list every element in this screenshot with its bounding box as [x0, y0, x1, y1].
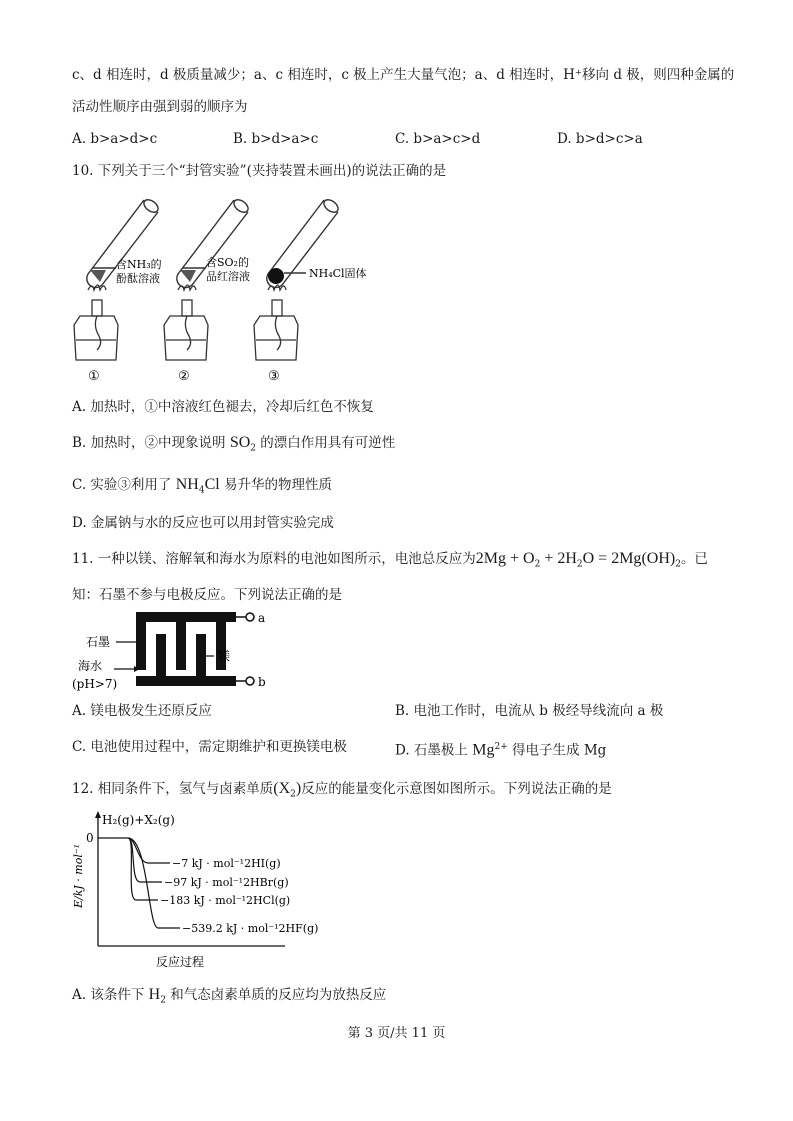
alcohol-lamps	[74, 285, 298, 360]
tube1-number: ①	[88, 369, 100, 384]
q12-option-a-pre: A. 该条件下	[72, 987, 145, 1003]
tube1-label-b: 酚酞溶液	[116, 272, 160, 285]
q9-stem-line2: 活动性顺序由强到弱的顺序为	[72, 99, 248, 115]
q11-stem-post: 。已	[680, 551, 708, 567]
q10-option-d: D. 金属钠与水的反应也可以用封管实验完成	[72, 515, 334, 531]
tube3-label: NH₄Cl固体	[309, 267, 367, 280]
terminal-a	[246, 613, 254, 621]
terminal-b	[246, 677, 254, 685]
tube2-number: ②	[178, 369, 190, 384]
q10-option-b-formula: SO	[229, 434, 251, 451]
page-footer: 第 3 页/共 11 页	[347, 1026, 446, 1041]
tube2-label-a: 含SO₂的	[206, 256, 249, 269]
q12-option-a-sub: 2	[160, 995, 166, 1006]
q10-option-b	[72, 434, 395, 458]
q12-energy-diagram	[70, 808, 330, 973]
label-a: a	[258, 611, 266, 625]
q11-eq-sub3: 2	[675, 559, 681, 570]
tube2-label-b: 品红溶液	[206, 270, 250, 283]
energy-level-label-2: −97 kJ · mol⁻¹2HBr(g)	[164, 876, 289, 889]
y-axis-label: E/kJ · mol⁻¹	[72, 843, 85, 908]
q12-stem-pre: 12. 相同条件下，氢气与卤素单质	[72, 781, 274, 797]
q9-option-a: A. b>a>d>c	[72, 131, 158, 147]
q12-stem-close: )	[295, 780, 302, 797]
q11-option-d-post: 得电子生成 Mg	[512, 742, 607, 759]
label-magnesium: 镁	[218, 649, 231, 663]
energy-level-label-3: −183 kJ · mol⁻¹2HCl(g)	[160, 894, 291, 907]
q11-option-c: C. 电池使用过程中，需定期维护和更换镁电极	[72, 739, 347, 755]
label-b: b	[258, 675, 266, 689]
q11-eq-d: (OH)	[641, 550, 676, 567]
label-graphite: 石墨	[86, 635, 111, 649]
tube3-number: ③	[268, 369, 280, 384]
top-label: H₂(g)+X₂(g)	[102, 813, 175, 827]
q12-option-a	[72, 986, 386, 1010]
q10-option-c-formula2: Cl	[204, 476, 220, 493]
q10-sealed-tube-figure	[66, 190, 386, 390]
q10-option-c	[72, 476, 332, 500]
q11-option-d	[395, 738, 606, 760]
energy-level-label-4: −539.2 kJ · mol⁻¹2HF(g)	[182, 922, 319, 935]
energy-level-label-1: −7 kJ · mol⁻¹2HI(g)	[172, 857, 281, 870]
q11-option-d-sup: 2+	[494, 742, 508, 752]
q11-stem-line2: 知：石墨不参与电极反应。下列说法正确的是	[72, 587, 342, 603]
q12-stem-sub: 2	[290, 789, 296, 800]
q10-option-c-sub: 4	[198, 485, 205, 496]
tube1-label-a: 含NH₃的	[116, 258, 162, 271]
q11-option-d-pre: D. 石墨极上	[395, 742, 468, 759]
q11-option-d-ion: Mg	[472, 741, 495, 759]
q10-stem: 10. 下列关于三个“封管实验”(夹持装置未画出)的说法正确的是	[72, 163, 447, 179]
q10-option-b-post: 的漂白作用具有可逆性	[260, 435, 396, 451]
q9-option-b: B. b>d>a>c	[233, 131, 319, 147]
q12-option-a-post: 和气态卤素单质的反应均为放热反应	[170, 987, 387, 1003]
y-axis-arrow	[95, 811, 101, 818]
q11-option-a: A. 镁电极发生还原反应	[72, 703, 212, 719]
q11-eq-b: + 2H	[540, 550, 577, 567]
q10-option-c-post: 易升华的物理性质	[224, 477, 332, 493]
q10-option-c-pre: C. 实验③利用了	[72, 477, 172, 493]
q12-stem-post: 反应的能量变化示意图如图所示。下列说法正确的是	[301, 781, 612, 797]
q12-option-a-formula: H	[148, 986, 161, 1003]
label-seawater: 海水	[78, 659, 103, 673]
q11-battery-figure	[68, 608, 288, 696]
q10-option-b-sub: 2	[250, 443, 256, 454]
q11-option-b: B. 电池工作时，电流从 b 极经导线流向 a 极	[395, 703, 664, 719]
q10-option-c-formula: NH	[175, 476, 199, 493]
q11-stem-line1	[72, 550, 708, 574]
label-ph: (pH>7)	[72, 677, 118, 691]
zero-label: 0	[86, 831, 94, 845]
q11-stem-pre: 11. 一种以镁、溶解氧和海水为原料的电池如图所示，电池总反应为	[72, 551, 476, 567]
q11-eq-sub2: 2	[576, 559, 583, 570]
q11-eq-sub1: 2	[534, 559, 541, 570]
q10-option-b-pre: B. 加热时，②中现象说明	[72, 435, 226, 451]
q9-stem-line1: c、d 相连时，d 极质量减少；a、c 相连时，c 极上产生大量气泡；a、d 相连时，H⁺移向 d 极，则四种金属的	[72, 67, 735, 83]
x-axis-label: 反应过程	[156, 955, 205, 969]
q11-eq-a: 2Mg + O	[475, 550, 535, 567]
q10-option-a: A. 加热时，①中溶液红色褪去，冷却后红色不恢复	[72, 399, 374, 415]
q9-option-c: C. b>a>c>d	[395, 131, 481, 147]
q12-stem-x: (X	[273, 780, 291, 797]
q11-eq-c: O = 2Mg	[582, 550, 642, 567]
q9-option-d: D. b>d>c>a	[557, 131, 643, 147]
q12-stem	[72, 780, 612, 804]
